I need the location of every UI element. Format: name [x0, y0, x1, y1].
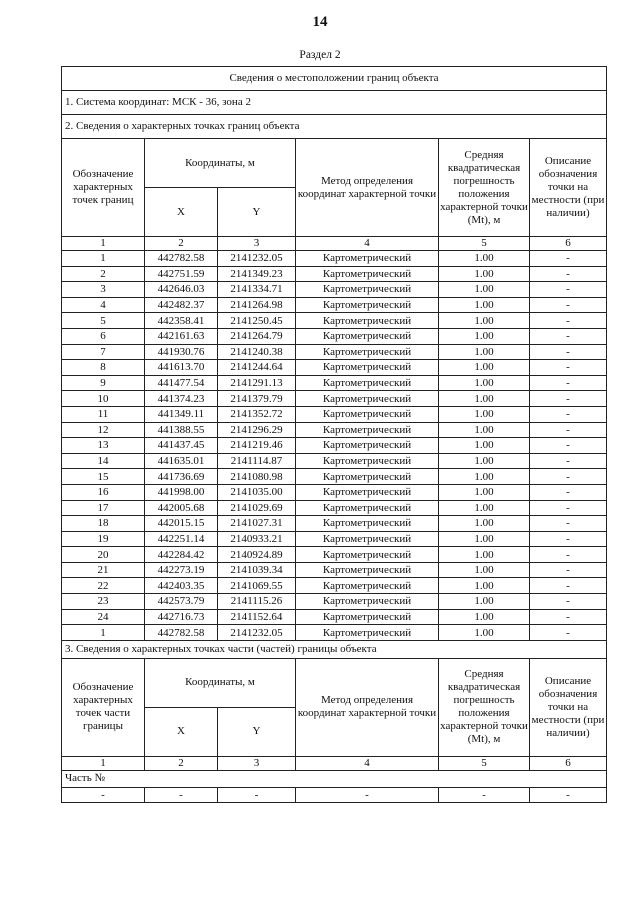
table-row — [62, 344, 607, 360]
table-row — [62, 484, 607, 500]
header-y: Y — [218, 188, 296, 237]
table-row — [62, 453, 607, 469]
coord-x: 442161.63 — [145, 328, 218, 344]
method: Картометрический — [296, 360, 439, 376]
point-number: 14 — [62, 453, 145, 469]
coord-y: 2141035.00 — [218, 484, 296, 500]
table-row — [62, 469, 607, 485]
error: 1.00 — [439, 578, 530, 594]
header3-y: Y — [218, 707, 296, 756]
table-row — [62, 328, 607, 344]
error: 1.00 — [439, 438, 530, 454]
error: 1.00 — [439, 609, 530, 625]
error: 1.00 — [439, 531, 530, 547]
error: 1.00 — [439, 328, 530, 344]
point-number: 1 — [62, 625, 145, 641]
description: - — [530, 328, 607, 344]
empty-cell: - — [296, 787, 439, 803]
description: - — [530, 594, 607, 610]
coord-y: 2141349.23 — [218, 266, 296, 282]
header-designation: Обозначение характерных точек границ — [62, 139, 145, 237]
coord-x: 442782.58 — [145, 625, 218, 641]
table-row — [62, 500, 607, 516]
coord-y: 2141291.13 — [218, 375, 296, 391]
error: 1.00 — [439, 406, 530, 422]
table-row — [62, 313, 607, 329]
error: 1.00 — [439, 282, 530, 298]
coord-y: 2141240.38 — [218, 344, 296, 360]
coord-x: 442482.37 — [145, 297, 218, 313]
description: - — [530, 406, 607, 422]
point-number: 10 — [62, 391, 145, 407]
header3-method: Метод определения координат характерной точки — [296, 658, 439, 756]
point-number: 18 — [62, 516, 145, 532]
boundary-table — [61, 66, 607, 803]
point-number: 2 — [62, 266, 145, 282]
part3-title: 3. Сведения о характерных точках части (частей) границы объекта — [62, 640, 607, 658]
table-row — [62, 562, 607, 578]
point-number: 17 — [62, 500, 145, 516]
point-number: 22 — [62, 578, 145, 594]
description: - — [530, 609, 607, 625]
table-row — [62, 438, 607, 454]
method: Картометрический — [296, 547, 439, 563]
coord-y: 2141152.64 — [218, 609, 296, 625]
coord-y: 2141244.64 — [218, 360, 296, 376]
header3-x: X — [145, 707, 218, 756]
description: - — [530, 531, 607, 547]
method: Картометрический — [296, 297, 439, 313]
method: Картометрический — [296, 251, 439, 267]
error: 1.00 — [439, 469, 530, 485]
method: Картометрический — [296, 344, 439, 360]
error: 1.00 — [439, 297, 530, 313]
table-row — [62, 375, 607, 391]
empty-cell: - — [62, 787, 145, 803]
coord-x: 442782.58 — [145, 251, 218, 267]
method: Картометрический — [296, 266, 439, 282]
coord-y: 2141250.45 — [218, 313, 296, 329]
coord-x: 441635.01 — [145, 453, 218, 469]
method: Картометрический — [296, 625, 439, 641]
table-row — [62, 360, 607, 376]
error: 1.00 — [439, 360, 530, 376]
point-number: 13 — [62, 438, 145, 454]
coord-y: 2141080.98 — [218, 469, 296, 485]
empty-cell: - — [218, 787, 296, 803]
error: 1.00 — [439, 422, 530, 438]
table-row — [62, 516, 607, 532]
index3-cell: 2 — [145, 756, 218, 770]
coord-y: 2141114.87 — [218, 453, 296, 469]
coord-x: 441998.00 — [145, 484, 218, 500]
coord-x: 442751.59 — [145, 266, 218, 282]
coord-x: 441349.11 — [145, 406, 218, 422]
index-cell: 3 — [218, 237, 296, 251]
coord-y: 2141264.98 — [218, 297, 296, 313]
boundary-table-container — [61, 66, 606, 803]
description: - — [530, 562, 607, 578]
coord-y: 2141264.79 — [218, 328, 296, 344]
coord-x: 441437.45 — [145, 438, 218, 454]
method: Картометрический — [296, 516, 439, 532]
coord-y: 2141352.72 — [218, 406, 296, 422]
description: - — [530, 360, 607, 376]
index-cell: 6 — [530, 237, 607, 251]
coord-y: 2141069.55 — [218, 578, 296, 594]
coord-x: 441930.76 — [145, 344, 218, 360]
description: - — [530, 266, 607, 282]
error: 1.00 — [439, 266, 530, 282]
point-number: 3 — [62, 282, 145, 298]
header3-description: Описание обозначения точки на местности (при наличии) — [530, 658, 607, 756]
index-cell: 4 — [296, 237, 439, 251]
description: - — [530, 469, 607, 485]
coord-x: 441736.69 — [145, 469, 218, 485]
description: - — [530, 375, 607, 391]
part-number-label: Часть № — [62, 770, 607, 787]
coord-x: 441613.70 — [145, 360, 218, 376]
coord-x: 442573.79 — [145, 594, 218, 610]
description: - — [530, 297, 607, 313]
index3-cell: 6 — [530, 756, 607, 770]
description: - — [530, 391, 607, 407]
point-number: 24 — [62, 609, 145, 625]
table-title: Сведения о местоположении границ объекта — [62, 67, 607, 91]
table-row — [62, 282, 607, 298]
table-row — [62, 266, 607, 282]
error: 1.00 — [439, 516, 530, 532]
part2-title: 2. Сведения о характерных точках границ объекта — [62, 115, 607, 139]
method: Картометрический — [296, 578, 439, 594]
error: 1.00 — [439, 453, 530, 469]
method: Картометрический — [296, 313, 439, 329]
description: - — [530, 625, 607, 641]
error: 1.00 — [439, 251, 530, 267]
error: 1.00 — [439, 391, 530, 407]
coord-y: 2141039.34 — [218, 562, 296, 578]
description: - — [530, 484, 607, 500]
header-coordinates: Координаты, м — [145, 139, 296, 188]
method: Картометрический — [296, 453, 439, 469]
coord-y: 2141029.69 — [218, 500, 296, 516]
method: Картометрический — [296, 562, 439, 578]
error: 1.00 — [439, 313, 530, 329]
point-number: 16 — [62, 484, 145, 500]
coord-x: 442716.73 — [145, 609, 218, 625]
point-number: 4 — [62, 297, 145, 313]
index-cell: 5 — [439, 237, 530, 251]
empty-cell: - — [439, 787, 530, 803]
description: - — [530, 547, 607, 563]
table-row — [62, 625, 607, 641]
table-row — [62, 406, 607, 422]
coord-y: 2141379.79 — [218, 391, 296, 407]
method: Картометрический — [296, 531, 439, 547]
coord-x: 442284.42 — [145, 547, 218, 563]
error: 1.00 — [439, 484, 530, 500]
table-row — [62, 609, 607, 625]
index3-cell: 4 — [296, 756, 439, 770]
point-number: 19 — [62, 531, 145, 547]
index-cell: 1 — [62, 237, 145, 251]
description: - — [530, 438, 607, 454]
header3-error: Средняя квадратическая погрешность положения характерной точки (Mt), м — [439, 658, 530, 756]
coord-y: 2141334.71 — [218, 282, 296, 298]
point-number: 23 — [62, 594, 145, 610]
coord-x: 442251.14 — [145, 531, 218, 547]
description: - — [530, 282, 607, 298]
error: 1.00 — [439, 562, 530, 578]
point-number: 21 — [62, 562, 145, 578]
method: Картометрический — [296, 391, 439, 407]
table-row — [62, 297, 607, 313]
point-number: 20 — [62, 547, 145, 563]
point-number: 11 — [62, 406, 145, 422]
description: - — [530, 313, 607, 329]
coord-x: 441374.23 — [145, 391, 218, 407]
coord-x: 442005.68 — [145, 500, 218, 516]
point-number: 1 — [62, 251, 145, 267]
coord-system: 1. Система координат: МСК - 36, зона 2 — [62, 91, 607, 115]
description: - — [530, 251, 607, 267]
table-row — [62, 531, 607, 547]
index3-cell: 1 — [62, 756, 145, 770]
header-method: Метод определения координат характерной точки — [296, 139, 439, 237]
header3-designation: Обозначение характерных точек части границы — [62, 658, 145, 756]
method: Картометрический — [296, 282, 439, 298]
error: 1.00 — [439, 375, 530, 391]
description: - — [530, 453, 607, 469]
point-number: 5 — [62, 313, 145, 329]
point-number: 7 — [62, 344, 145, 360]
index3-cell: 5 — [439, 756, 530, 770]
coord-x: 442403.35 — [145, 578, 218, 594]
empty-cell: - — [530, 787, 607, 803]
coord-y: 2141219.46 — [218, 438, 296, 454]
method: Картометрический — [296, 375, 439, 391]
coord-y: 2141232.05 — [218, 251, 296, 267]
table-row — [62, 391, 607, 407]
error: 1.00 — [439, 500, 530, 516]
table-row — [62, 422, 607, 438]
index3-cell: 3 — [218, 756, 296, 770]
method: Картометрический — [296, 406, 439, 422]
method: Картометрический — [296, 422, 439, 438]
point-number: 6 — [62, 328, 145, 344]
coord-y: 2141296.29 — [218, 422, 296, 438]
error: 1.00 — [439, 594, 530, 610]
error: 1.00 — [439, 625, 530, 641]
method: Картометрический — [296, 469, 439, 485]
index-cell: 2 — [145, 237, 218, 251]
header-description: Описание обозначения точки на местности (при наличии) — [530, 139, 607, 237]
coord-x: 442015.15 — [145, 516, 218, 532]
coord-x: 442273.19 — [145, 562, 218, 578]
description: - — [530, 516, 607, 532]
description: - — [530, 500, 607, 516]
coord-x: 441477.54 — [145, 375, 218, 391]
method: Картометрический — [296, 594, 439, 610]
table-row — [62, 594, 607, 610]
method: Картометрический — [296, 328, 439, 344]
table-row — [62, 547, 607, 563]
method: Картометрический — [296, 484, 439, 500]
coord-x: 442646.03 — [145, 282, 218, 298]
coord-y: 2140924.89 — [218, 547, 296, 563]
point-number: 15 — [62, 469, 145, 485]
description: - — [530, 422, 607, 438]
error: 1.00 — [439, 344, 530, 360]
point-number: 12 — [62, 422, 145, 438]
description: - — [530, 344, 607, 360]
table-row — [62, 578, 607, 594]
coord-x: 442358.41 — [145, 313, 218, 329]
point-number: 9 — [62, 375, 145, 391]
point-number: 8 — [62, 360, 145, 376]
method: Картометрический — [296, 500, 439, 516]
page-number: 14 — [312, 14, 328, 30]
header3-coordinates: Координаты, м — [145, 658, 296, 707]
coord-y: 2140933.21 — [218, 531, 296, 547]
error: 1.00 — [439, 547, 530, 563]
empty-cell: - — [145, 787, 218, 803]
method: Картометрический — [296, 438, 439, 454]
section-title: Раздел 2 — [299, 49, 341, 61]
coord-y: 2141115.26 — [218, 594, 296, 610]
table-row — [62, 251, 607, 267]
coord-x: 441388.55 — [145, 422, 218, 438]
header-error: Средняя квадратическая погрешность положения характерной точки (Mt), м — [439, 139, 530, 237]
description: - — [530, 578, 607, 594]
header-x: X — [145, 188, 218, 237]
method: Картометрический — [296, 609, 439, 625]
coord-y: 2141232.05 — [218, 625, 296, 641]
coord-y: 2141027.31 — [218, 516, 296, 532]
